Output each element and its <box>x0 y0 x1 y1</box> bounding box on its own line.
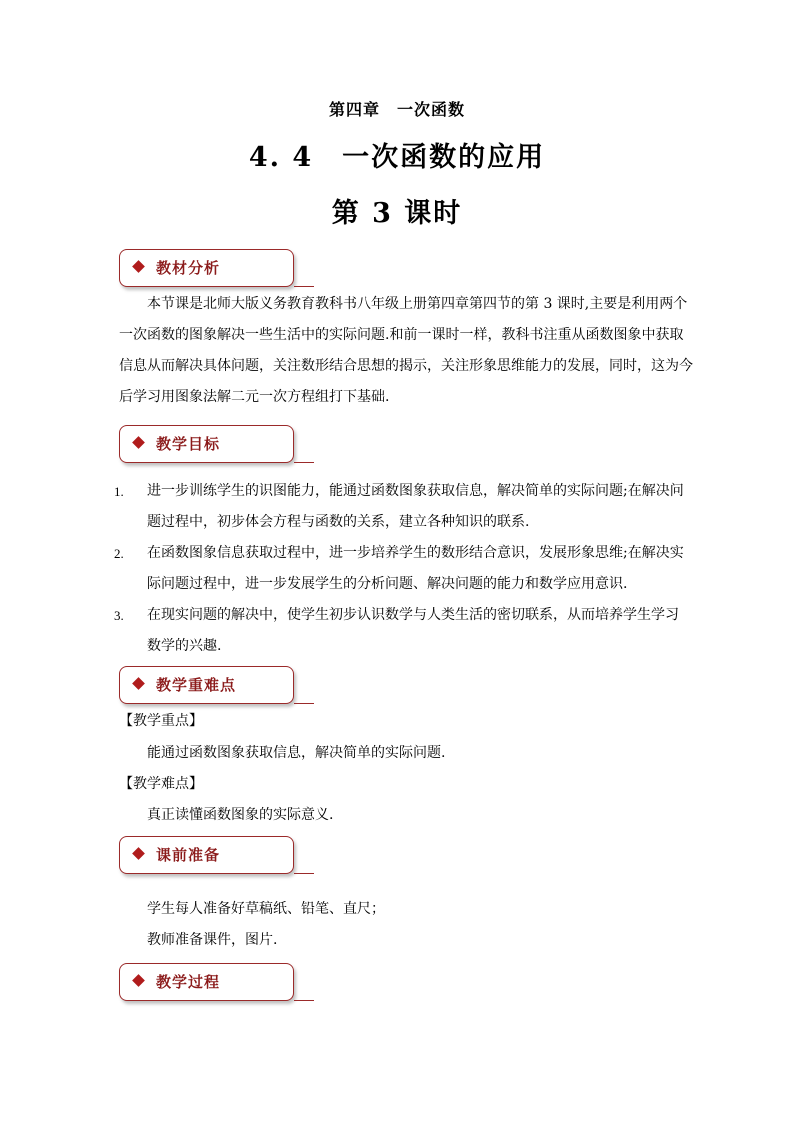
objective-item: 进一步训练学生的识图能力，能通过函数图象获取信息，解决简单的实际问题;在解决问题过程中，初步体会方程与函数的关系，建立各种知识的联系. <box>147 483 684 530</box>
difficulty-text: 真正读懂函数图象的实际意义. <box>147 807 334 823</box>
chapter-heading: 第四章 一次函数 <box>328 100 465 119</box>
section-heading-label: 课前准备 <box>156 846 221 864</box>
focus-text: 能通过函数图象获取信息，解决简单的实际问题. <box>147 745 446 761</box>
diamond-bullet-icon <box>132 260 145 273</box>
objective-number: 3. <box>114 608 124 623</box>
diamond-bullet-icon <box>132 847 145 860</box>
diamond-bullet-icon <box>132 677 145 690</box>
objective-number: 1. <box>114 484 124 499</box>
focus-label: 【教学重点】 <box>119 713 203 729</box>
objective-item: 在函数图象信息获取过程中，进一步培养学生的数形结合意识，发展形象思维;在解决实际问题过程中，进一步发展学生的分析问题、解决问题的能力和数学应用意识. <box>147 545 684 592</box>
diamond-bullet-icon <box>132 974 145 987</box>
heading-underline <box>294 703 314 704</box>
objective-item: 在现实问题的解决中，使学生初步认识数学与人类生活的密切联系，从而培养学生学习数学的兴趣. <box>147 607 679 654</box>
section-heading-label: 教材分析 <box>156 259 221 277</box>
analysis-paragraph: 本节课是北师大版义务教育教科书八年级上册第四章第四节的第 3 课时,主要是利用两个一次函数的图象解决一些生活中的实际问题.和前一课时一样，教科书注重从函数图象中获取信息从而解决具体问题，关注数形结合思想的揭示，关注形象思维能力的发展，同时，这为今后学习用图象法解二元一次方程组打下基础. <box>119 296 693 405</box>
section-heading-label: 教学目标 <box>156 435 221 453</box>
preparation-line: 学生每人准备好草稿纸、铅笔、直尺； <box>147 901 385 917</box>
section-heading-process <box>119 963 294 1001</box>
difficulty-label: 【教学难点】 <box>119 776 203 792</box>
page-title: 4. 4 一次函数的应用 <box>248 142 546 173</box>
section-heading-label: 教学过程 <box>156 973 221 991</box>
section-heading-label: 教学重难点 <box>156 676 237 694</box>
heading-underline <box>294 1000 314 1001</box>
heading-underline <box>294 462 314 463</box>
objective-number: 2. <box>114 546 124 561</box>
page-subtitle: 第 3 课时 <box>331 198 463 229</box>
diamond-bullet-icon <box>132 436 145 449</box>
section-heading-analysis <box>119 249 294 287</box>
heading-underline <box>294 286 314 287</box>
heading-underline <box>294 873 314 874</box>
section-heading-objectives <box>119 425 294 463</box>
section-heading-key-points <box>119 666 294 704</box>
section-heading-preparation <box>119 836 294 874</box>
preparation-line: 教师准备课件，图片. <box>147 932 278 948</box>
